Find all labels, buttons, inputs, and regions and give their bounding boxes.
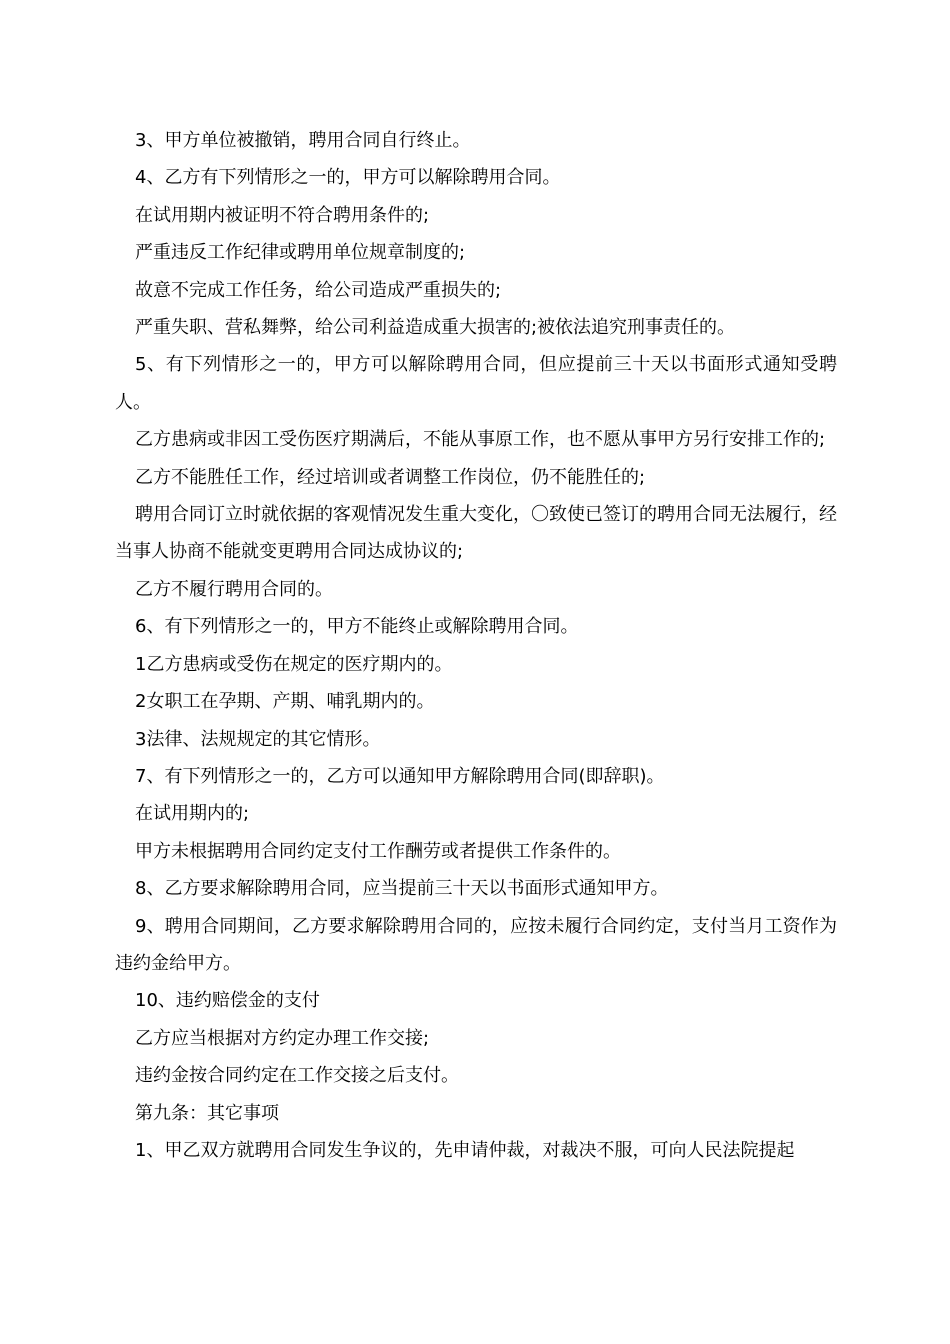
paragraph-3: 在试用期内被证明不符合聘用条件的; xyxy=(135,204,430,226)
paragraph-10: 聘用合同订立时就依据的客观情况发生重大变化，〇致使已签订的聘用合同无法履行，经当事人协商不能就变更聘用合同达成协议的; xyxy=(115,504,837,563)
paragraph-8: 乙方患病或非因工受伤医疗期满后，不能从事原工作，也不愿从事甲方另行安排工作的; xyxy=(135,429,826,451)
paragraph-15: 3法律、法规规定的其它情形。 xyxy=(135,728,381,750)
paragraph-25: 1、甲乙双方就聘用合同发生争议的，先申请仲裁，对裁决不服，可向人民法院提起 xyxy=(135,1139,795,1161)
paragraph-13: 1乙方患病或受伤在规定的医疗期内的。 xyxy=(135,653,453,675)
paragraph-14: 2女职工在孕期、产期、哺乳期内的。 xyxy=(135,691,435,713)
paragraph-4: 严重违反工作纪律或聘用单位规章制度的; xyxy=(135,242,466,264)
paragraph-5: 故意不完成工作任务，给公司造成严重损失的; xyxy=(135,279,502,301)
document-body xyxy=(115,122,837,1169)
paragraph-19: 8、乙方要求解除聘用合同，应当提前三十天以书面形式通知甲方。 xyxy=(135,878,669,900)
paragraph-1: 3、甲方单位被撤销，聘用合同自行终止。 xyxy=(135,130,471,151)
paragraph-12: 6、有下列情形之一的，甲方不能终止或解除聘用合同。 xyxy=(135,616,579,638)
paragraph-20: 9、聘用合同期间，乙方要求解除聘用合同的，应按未履行合同约定，支付当月工资作为违约金给甲方。 xyxy=(115,915,837,974)
paragraph-11: 乙方不履行聘用合同的。 xyxy=(135,578,333,600)
paragraph-16: 7、有下列情形之一的，乙方可以通知甲方解除聘用合同(即辞职)。 xyxy=(135,765,665,787)
paragraph-7: 5、有下列情形之一的，甲方可以解除聘用合同，但应提前三十天以书面形式通知受聘人。 xyxy=(115,354,837,413)
paragraph-18: 甲方未根据聘用合同约定支付工作酬劳或者提供工作条件的。 xyxy=(135,840,621,862)
paragraph-17: 在试用期内的; xyxy=(135,803,250,825)
paragraph-6: 严重失职、营私舞弊，给公司利益造成重大损害的;被依法追究刑事责任的。 xyxy=(135,317,736,339)
paragraph-22: 乙方应当根据对方约定办理工作交接; xyxy=(135,1027,430,1049)
paragraph-2: 4、乙方有下列情形之一的，甲方可以解除聘用合同。 xyxy=(135,167,561,189)
paragraph-9: 乙方不能胜任工作，经过培训或者调整工作岗位，仍不能胜任的; xyxy=(135,466,646,488)
paragraph-21: 10、违约赔偿金的支付 xyxy=(135,990,320,1012)
paragraph-23: 违约金按合同约定在工作交接之后支付。 xyxy=(135,1065,459,1087)
section-heading-article-9: 第九条：其它事项 xyxy=(135,1102,279,1124)
